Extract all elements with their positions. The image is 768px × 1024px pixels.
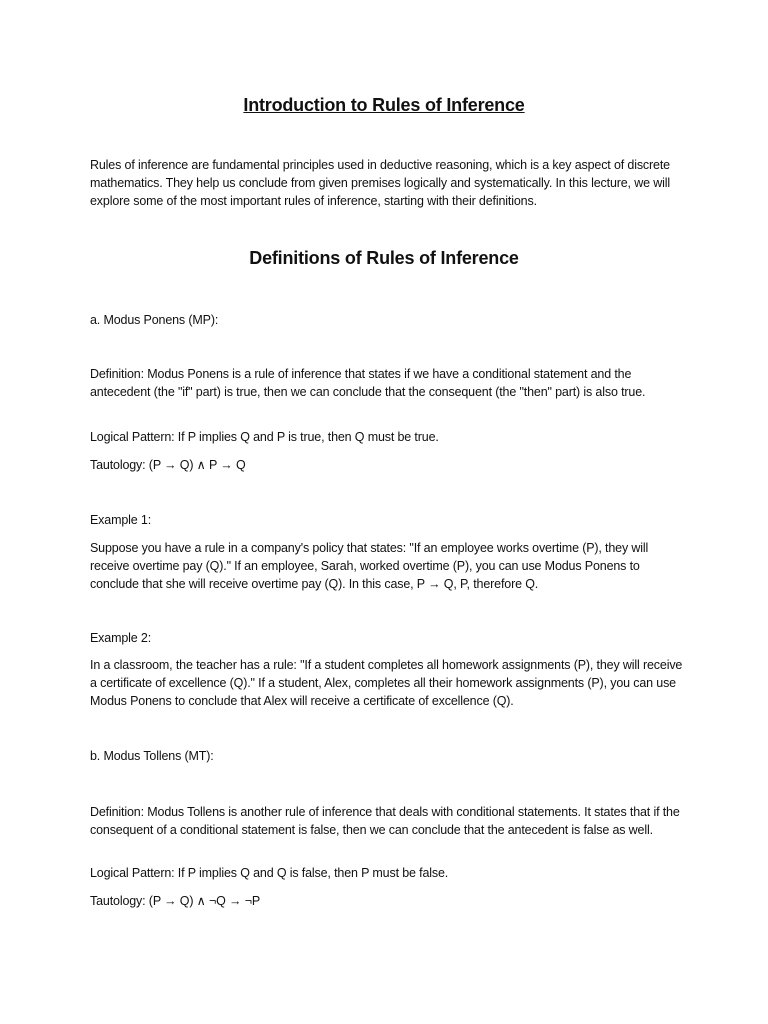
modus-ponens-definition: Definition: Modus Ponens is a rule of inference that states if we have a conditional statement and the antecedent (the "if" part) is true, then we can conclude that the consequent (the "then" part) is also true. — [90, 367, 646, 399]
modus-tollens-definition: Definition: Modus Tollens is another rule of inference that deals with conditional statements. It states that if the consequent of a conditional statement is false, then we can conclude that the antecedent is false as well. — [90, 805, 680, 837]
section-heading: Definitions of Rules of Inference — [249, 248, 519, 268]
modus-ponens-pattern: Logical Pattern: If P implies Q and P is true, then Q must be true. — [90, 430, 439, 444]
modus-tollens-pattern: Logical Pattern: If P implies Q and Q is false, then P must be false. — [90, 866, 449, 880]
modus-tollens-heading: b. Modus Tollens (MT): — [90, 749, 214, 763]
intro-paragraph: Rules of inference are fundamental principles used in deductive reasoning, which is a key aspect of discrete mathematics. They help us conclude from given premises logically and systematically. In this lecture, we will explore some of the most important rules of inference, starting with their definitions. — [90, 158, 670, 208]
example-2-label: Example 2: — [90, 631, 152, 645]
modus-ponens-heading: a. Modus Ponens (MP): — [90, 313, 219, 327]
modus-ponens-tautology: Tautology: (P → Q) ∧ P → Q — [90, 458, 246, 472]
modus-tollens-tautology: Tautology: (P → Q) ∧ ¬Q → ¬P — [90, 894, 261, 908]
example-2-text: In a classroom, the teacher has a rule: "If a student completes all homework assignments (P), they will receive a certificate of excellence (Q)." If a student, Alex, completes all their homework assignments (P), you can use Modus Ponens to conclude that Alex will receive a certificate of excellence (Q). — [90, 658, 683, 708]
example-1-text: Suppose you have a rule in a company's policy that states: "If an employee works overtime (P), they will receive overtime pay (Q)." If an employee, Sarah, worked overtime (P), you can use Modus Ponens to conclude that she will receive overtime pay (Q). In this case, P → Q, P, therefore Q. — [90, 541, 649, 591]
document-title: Introduction to Rules of Inference — [243, 95, 525, 115]
example-1-label: Example 1: — [90, 513, 152, 527]
